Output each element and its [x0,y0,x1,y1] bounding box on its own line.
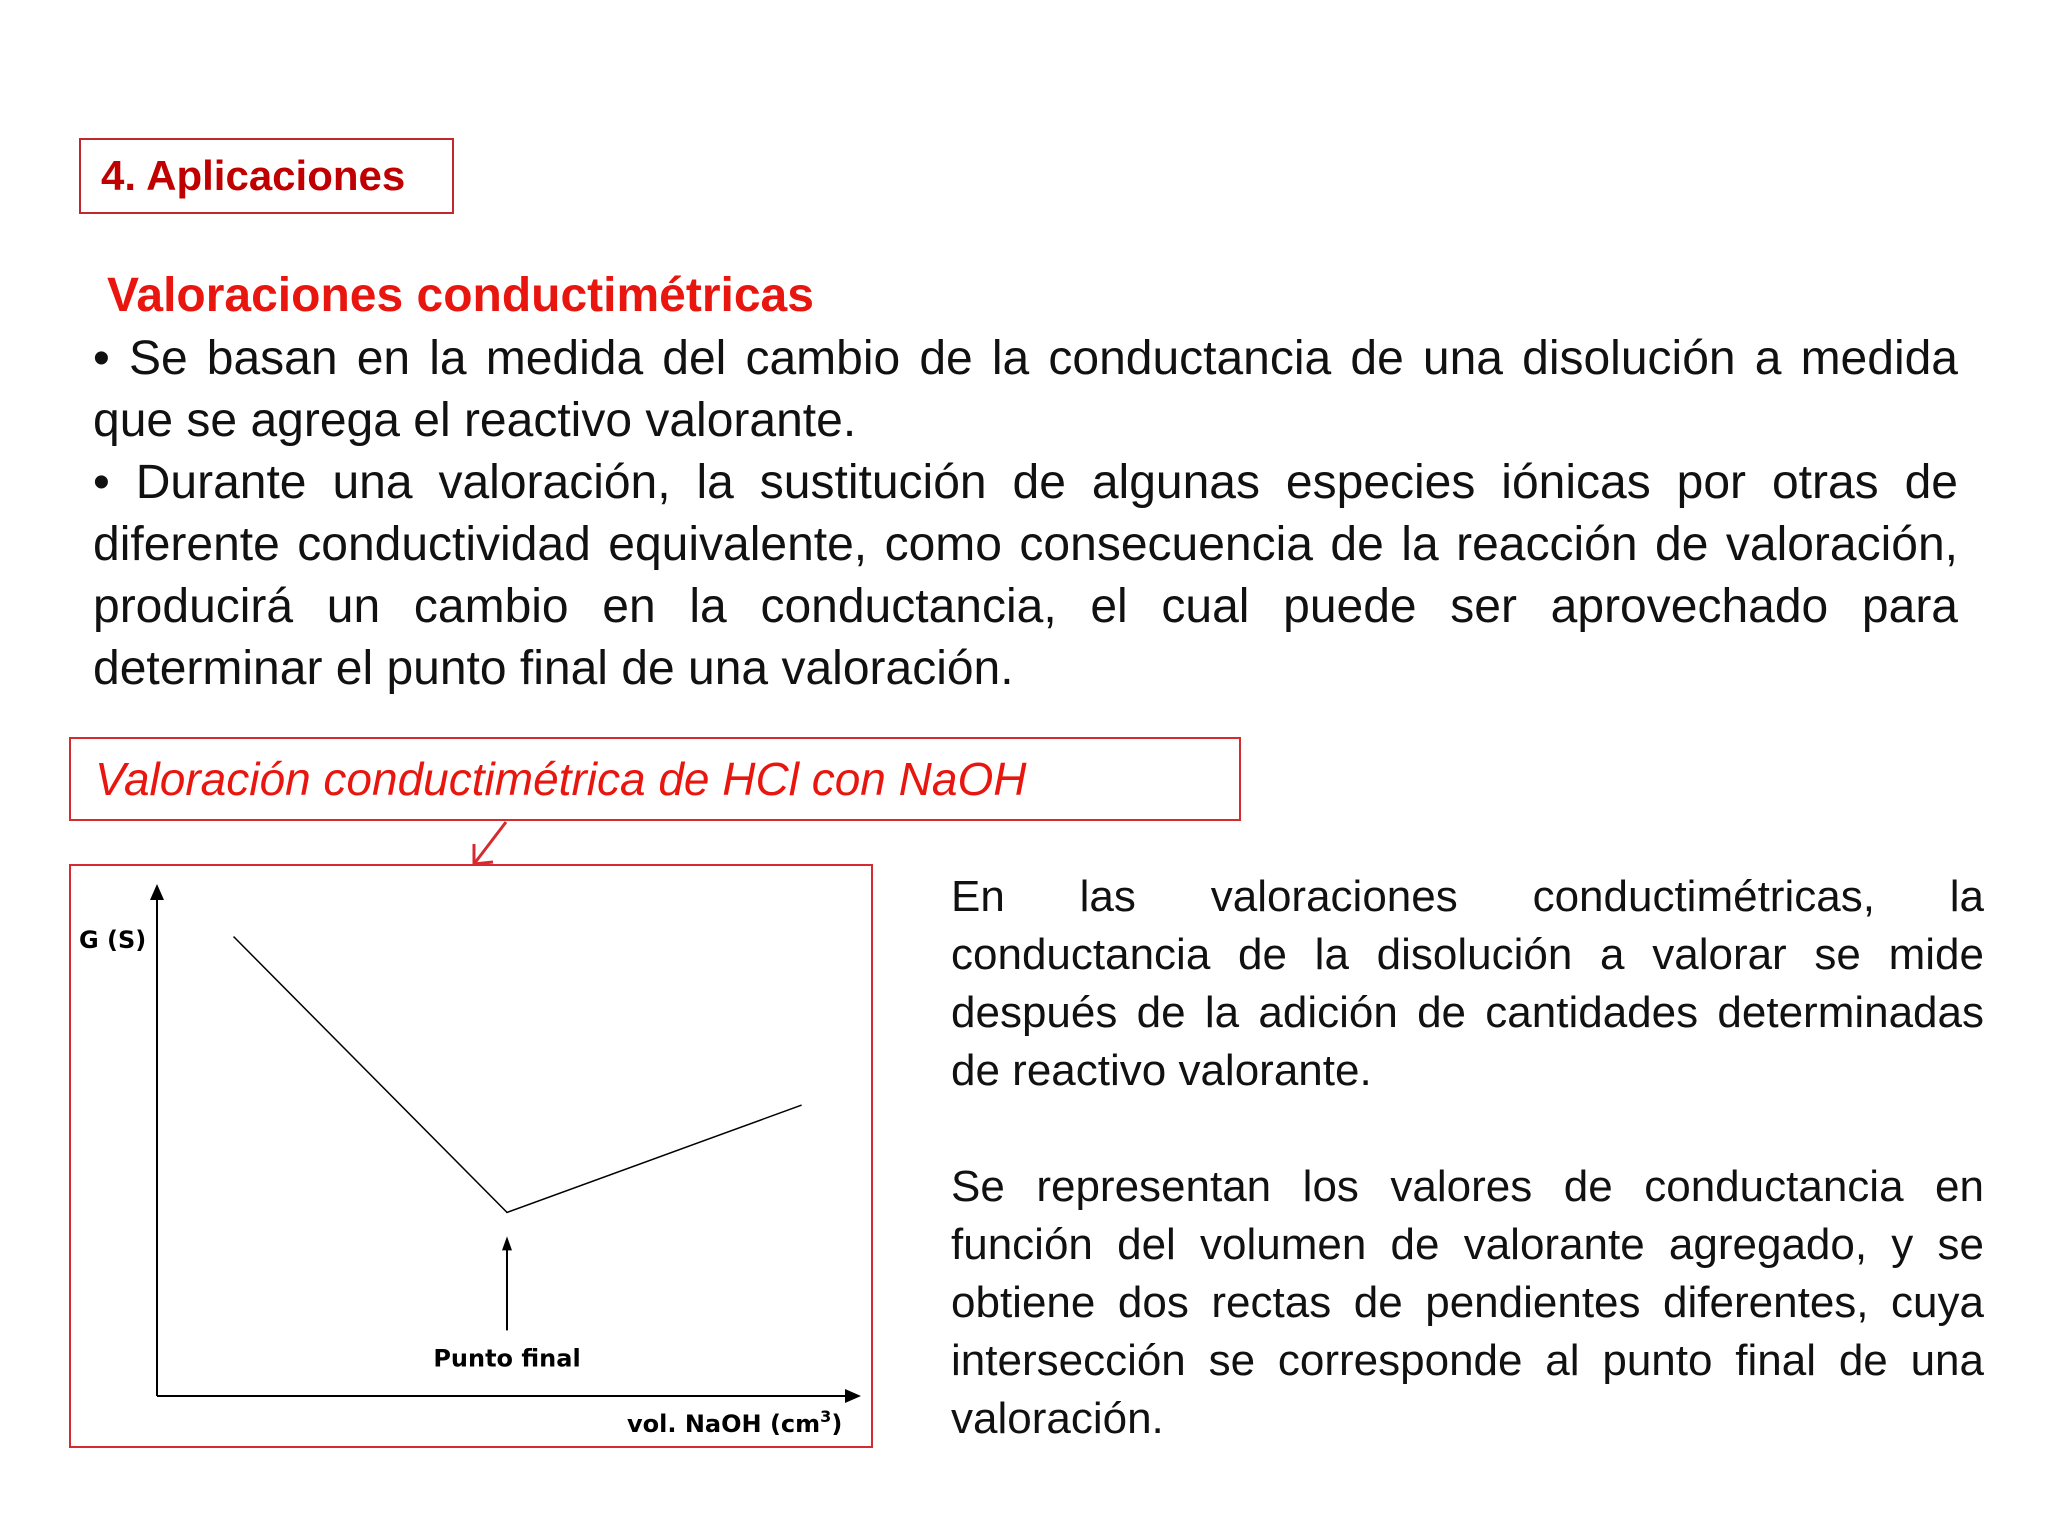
explanation-text [951,868,1984,1448]
x-axis-label-sup: 3 [820,1407,832,1426]
slide-subtitle: Valoraciones conductimétricas [107,269,814,322]
section-title: 4. Aplicaciones [101,152,406,199]
chart-frame [69,864,873,1448]
explanation-paragraph-2: Se representan los valores de conductancia en función del volumen de valorante agregado, y se obtiene dos rectas de pendientes diferentes, cuya intersección se corresponde al punto final de una valoración. [951,1162,1984,1443]
data-point-2 [506,1212,508,1214]
x-axis-label-end: ) [831,1410,843,1438]
conductance-series-line [234,937,801,1212]
figure-caption-box [69,737,1241,821]
endpoint-annotation: Punto final [433,1344,581,1373]
bullet-item-1: • Se basan en la medida del cambio de la conductancia de una disolución a medida que se agrega el reactivo valorante. [93,332,1958,447]
x-axis-label [627,1407,842,1438]
caption-pointer-arrow-icon [460,818,530,868]
bullet-item-2: • Durante una valoración, la sustitución de algunas especies iónicas por otras de diferente conductividad equivalente, como consecuencia de la reacción de valoración, producirá un cambio en la conductancia, el cual puede ser aprovechado para determinar el punto final de una valoración. [93,456,1958,695]
x-axis-label-main: vol. NaOH (cm [627,1410,821,1438]
section-title-box [79,138,454,214]
x-axis-arrowhead-icon [845,1389,861,1403]
figure-caption: Valoración conductimétrica de HCl con NaOH [95,753,1027,805]
conductance-chart [71,866,871,1446]
y-axis-label: G (S) [79,926,147,954]
explanation-paragraph-1: En las valoraciones conductimétricas, la conductancia de la disolución a valorar se mide después de la adición de cantidades determinadas de reactivo valorante. [951,872,1984,1095]
endpoint-arrowhead-icon [502,1236,512,1250]
data-point-1 [233,936,235,938]
data-point-3 [800,1105,802,1107]
bullet-list [93,328,1958,700]
y-axis-arrowhead-icon [150,884,164,900]
